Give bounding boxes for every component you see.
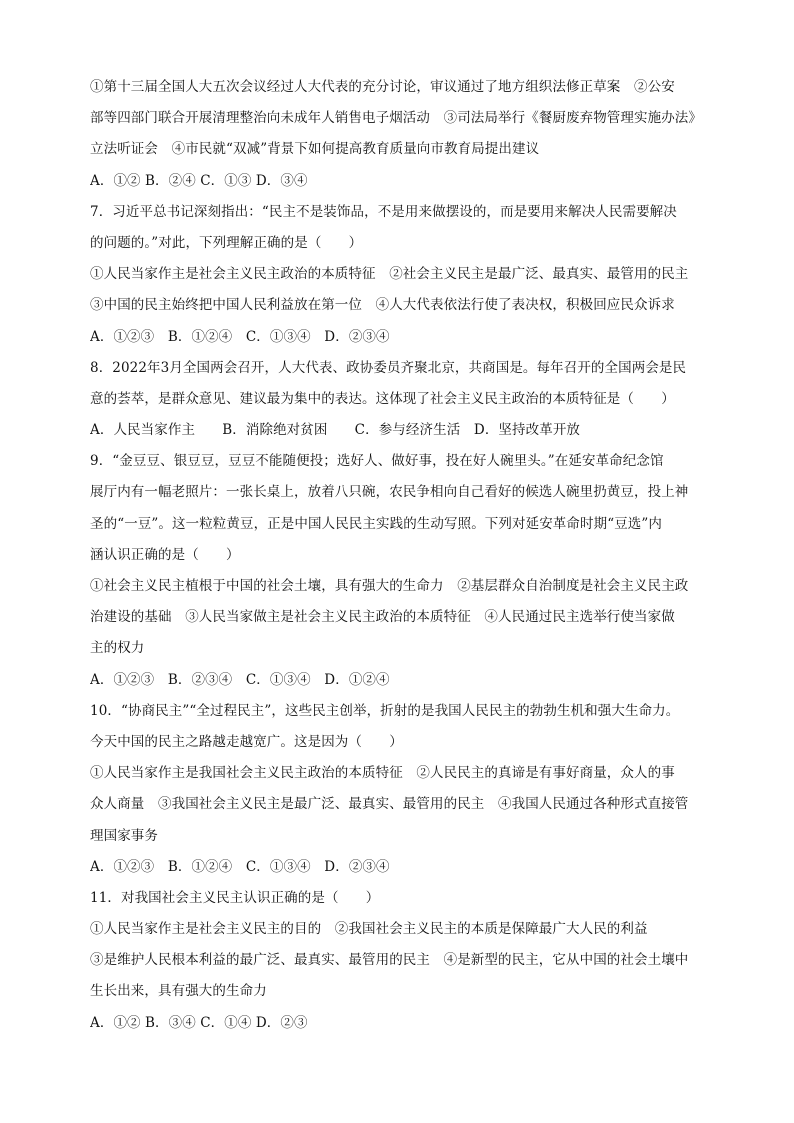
question-9-stem: 圣的“一豆”。这一粒粒黄豆，正是中国人民民主实践的生动写照。下列对延安革命时期“豆选”内 bbox=[90, 515, 663, 532]
text-line: 立法听证会 ④市民就“双减”背景下如何提高教育质量向市教育局提出建议 bbox=[90, 141, 540, 158]
answer-options: A．①②③ B．①②④ C．①③④ D．②③④ bbox=[90, 858, 390, 875]
answer-options: A．人民当家作主 B．消除绝对贫困 C．参与经济生活 D．坚持改革开放 bbox=[90, 422, 581, 439]
text-line: 治建设的基础 ③人民当家做主是社会主义民主政治的本质特征 ④人民通过民主选举行使当家做 bbox=[90, 609, 675, 626]
question-8-stem: 8．2022年3月全国两会召开，人大代表、政协委员齐聚北京，共商国是。每年召开的全国两会是民 bbox=[90, 359, 687, 376]
text-line: 主的权力 bbox=[90, 640, 145, 657]
answer-options: A．①② B．②④ C．①③ D．③④ bbox=[90, 172, 308, 189]
question-10-stem: 今天中国的民主之路越走越宽广。这是因为（ ） bbox=[90, 733, 403, 750]
text-line: ①社会主义民主植根于中国的社会土壤，具有强大的生命力 ②基层群众自治制度是社会主义民主政 bbox=[90, 578, 689, 594]
text-line: 理国家事务 bbox=[90, 827, 158, 844]
question-7-stem: 的问题的。”对此，下列理解正确的是（ ） bbox=[90, 234, 363, 251]
text-line: ①第十三届全国人大五次会议经过人大代表的充分讨论，审议通过了地方组织法修正草案 ②公安 bbox=[90, 79, 675, 95]
text-line: 部等四部门联合开展清理整治向未成年人销售电子烟活动 ③司法局举行《餐厨废弃物管理实施办法》 bbox=[90, 110, 702, 127]
answer-options: A．①②③ B．②③④ C．①③④ D．①②④ bbox=[90, 671, 390, 688]
text-line: 生长出来，具有强大的生命力 bbox=[90, 983, 267, 1000]
answer-options: A．①②③ B．①②④ C．①③④ D．②③④ bbox=[90, 328, 390, 345]
question-8-stem: 意的荟萃，是群众意见、建议最为集中的表达。这体现了社会主义民主政治的本质特征是（ ） bbox=[90, 390, 675, 407]
text-line: ①人民当家作主是社会主义民主政治的本质特征 ②社会主义民主是最广泛、最真实、最管用的民主 bbox=[90, 266, 689, 283]
text-line: 众人商量 ③我国社会主义民主是最广泛、最真实、最管用的民主 ④我国人民通过各种形式直接管 bbox=[90, 796, 689, 813]
text-line: ①人民当家作主是我国社会主义民主政治的本质特征 ②人民民主的真谛是有事好商量，众人的事 bbox=[90, 765, 675, 782]
question-7-stem: 7．习近平总书记深刻指出：“民主不是装饰品，不是用来做摆设的，而是要用来解决人民需要解决 bbox=[90, 203, 677, 220]
question-9-stem: 9．“金豆豆、银豆豆，豆豆不能随便投；选好人、做好事，投在好人碗里头。”在延安革命纪念馆 bbox=[90, 453, 664, 470]
text-line: ③中国的民主始终把中国人民利益放在第一位 ④人大代表依法行使了表决权，积极回应民众诉求 bbox=[90, 297, 675, 314]
question-10-stem: 10．“协商民主”“全过程民主”，这些民主创举，折射的是我国人民民主的勃勃生机和强大生命力。 bbox=[90, 702, 680, 719]
document-page bbox=[90, 72, 710, 1039]
question-11-stem: 11．对我国社会主义民主认识正确的是（ ） bbox=[90, 889, 380, 906]
text-line: ③是维护人民根本利益的最广泛、最真实、最管用的民主 ④是新型的民主，它从中国的社会土壤中 bbox=[90, 952, 689, 969]
question-9-stem: 涵认识正确的是（ ） bbox=[90, 546, 240, 563]
text-line: ①人民当家作主是社会主义民主的目的 ②我国社会主义民主的本质是保障最广大人民的利益 bbox=[90, 921, 648, 938]
answer-options: A．①② B．③④ C．①④ D．②③ bbox=[90, 1014, 308, 1031]
question-9-stem: 展厅内有一幅老照片：一张长桌上，放着八只碗，农民争相向自己看好的候选人碗里扔黄豆，投上神 bbox=[90, 484, 689, 501]
